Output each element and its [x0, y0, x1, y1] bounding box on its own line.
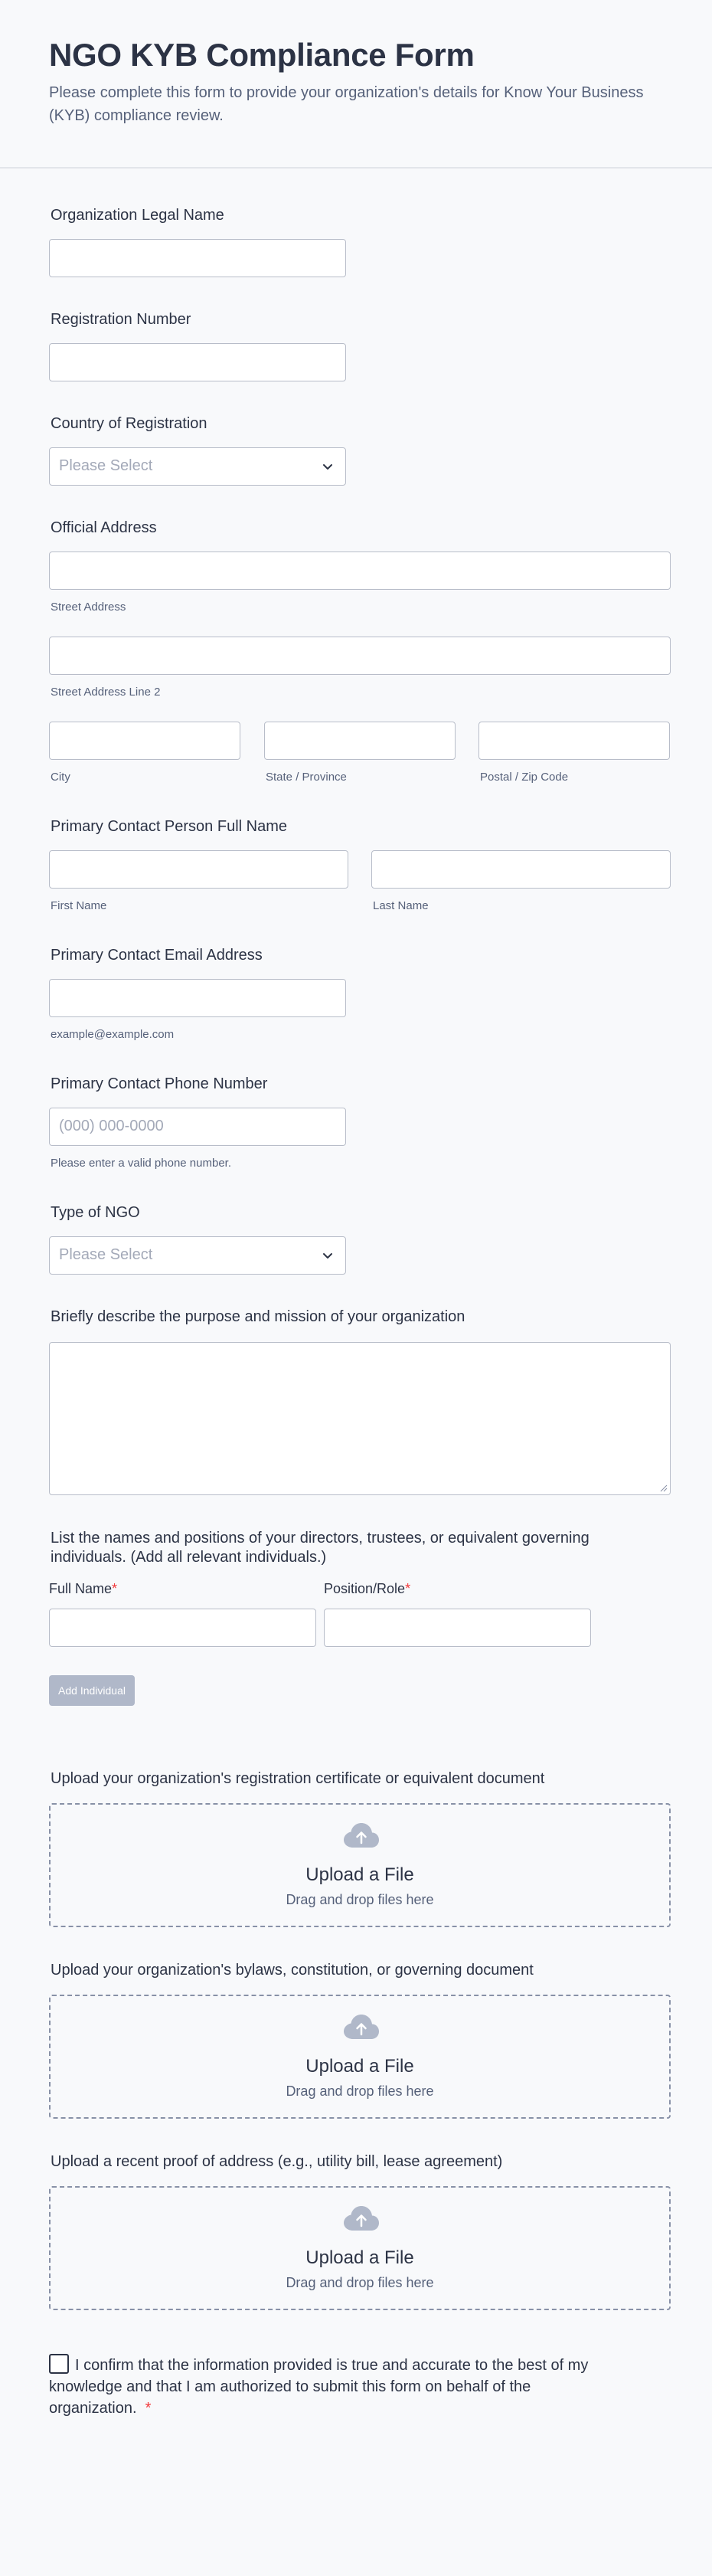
last-name-input[interactable] [371, 850, 671, 889]
contact-email-label: Primary Contact Email Address [51, 947, 263, 964]
upload-title: Upload a File [305, 2247, 414, 2268]
city-input[interactable] [49, 722, 240, 760]
contact-name-label: Primary Contact Person Full Name [51, 818, 287, 835]
street-address-line2-sublabel: Street Address Line 2 [51, 686, 161, 699]
required-asterisk: * [112, 1581, 118, 1596]
upload-title: Upload a File [305, 2056, 414, 2077]
contact-phone-input[interactable] [49, 1108, 346, 1146]
country-select[interactable] [49, 447, 346, 486]
upload-proof-address-dropzone[interactable] [49, 2186, 671, 2310]
directors-label: List the names and positions of your directors, trustees, or equivalent governing individuals. (Add all relevant individuals.) [51, 1530, 590, 1566]
address-label: Official Address [51, 519, 157, 536]
org-name-label: Organization Legal Name [51, 207, 224, 224]
registration-number-input[interactable] [49, 343, 346, 381]
city-sublabel: City [51, 771, 70, 784]
confirmation-checkbox[interactable] [49, 2354, 69, 2374]
street-address-input[interactable] [49, 552, 671, 590]
cloud-upload-icon [343, 2013, 380, 2041]
form-subtitle: Please complete this form to provide your organization's details for Know Your Business (KYB) compliance review. [49, 84, 644, 124]
upload-registration-label: Upload your organization's registration certificate or equivalent document [51, 1770, 545, 1787]
org-name-input[interactable] [49, 239, 346, 277]
country-label: Country of Registration [51, 415, 207, 432]
upload-hint: Drag and drop files here [286, 2083, 434, 2099]
upload-title: Upload a File [305, 1864, 414, 1885]
directors-col-full-name: Full Name* [49, 1581, 118, 1596]
last-name-sublabel: Last Name [373, 899, 429, 912]
chevron-down-icon [321, 1249, 335, 1262]
mission-label: Briefly describe the purpose and mission of your organization [51, 1308, 465, 1325]
upload-bylaws-dropzone[interactable] [49, 1995, 671, 2119]
ngo-type-label: Type of NGO [51, 1204, 140, 1221]
registration-number-label: Registration Number [51, 311, 191, 328]
required-asterisk: * [145, 2400, 152, 2417]
street-address-line2-input[interactable] [49, 637, 671, 675]
director-position-input[interactable] [324, 1609, 591, 1647]
contact-phone-label: Primary Contact Phone Number [51, 1075, 268, 1092]
confirmation-text: I confirm that the information provided is true and accurate to the best of my knowledge and that I am authorized to submit this form on behalf of the organization. [49, 2357, 589, 2417]
upload-bylaws-label: Upload your organization's bylaws, constitution, or governing document [51, 1962, 534, 1979]
form-header [0, 0, 712, 169]
ngo-type-select-value: Please Select [59, 1246, 153, 1263]
contact-phone-sublabel: Please enter a valid phone number. [51, 1157, 231, 1170]
upload-proof-address-label: Upload a recent proof of address (e.g., utility bill, lease agreement) [51, 2153, 503, 2170]
director-full-name-input[interactable] [49, 1609, 316, 1647]
first-name-input[interactable] [49, 850, 348, 889]
upload-hint: Drag and drop files here [286, 2275, 434, 2290]
directors-col-position: Position/Role* [324, 1581, 411, 1596]
mission-textarea[interactable] [49, 1342, 671, 1495]
first-name-sublabel: First Name [51, 899, 107, 912]
street-address-sublabel: Street Address [51, 601, 126, 614]
cloud-upload-icon [343, 1822, 380, 1849]
state-input[interactable] [264, 722, 456, 760]
confirmation-field [49, 2354, 600, 2419]
zip-sublabel: Postal / Zip Code [480, 771, 569, 784]
upload-hint: Drag and drop files here [286, 1892, 434, 1907]
contact-email-sublabel: example@example.com [51, 1028, 175, 1041]
country-select-value: Please Select [59, 457, 153, 474]
add-individual-button[interactable]: Add Individual [49, 1675, 135, 1706]
ngo-type-select[interactable] [49, 1236, 346, 1275]
resize-handle-icon[interactable] [660, 1484, 668, 1492]
contact-email-input[interactable] [49, 979, 346, 1017]
required-asterisk: * [405, 1581, 411, 1596]
zip-input[interactable] [478, 722, 670, 760]
form-title: NGO KYB Compliance Form [49, 37, 475, 73]
upload-registration-dropzone[interactable] [49, 1803, 671, 1927]
contact-phone-placeholder: (000) 000-0000 [59, 1118, 164, 1134]
cloud-upload-icon [343, 2204, 380, 2232]
state-sublabel: State / Province [266, 771, 347, 784]
chevron-down-icon [321, 460, 335, 473]
